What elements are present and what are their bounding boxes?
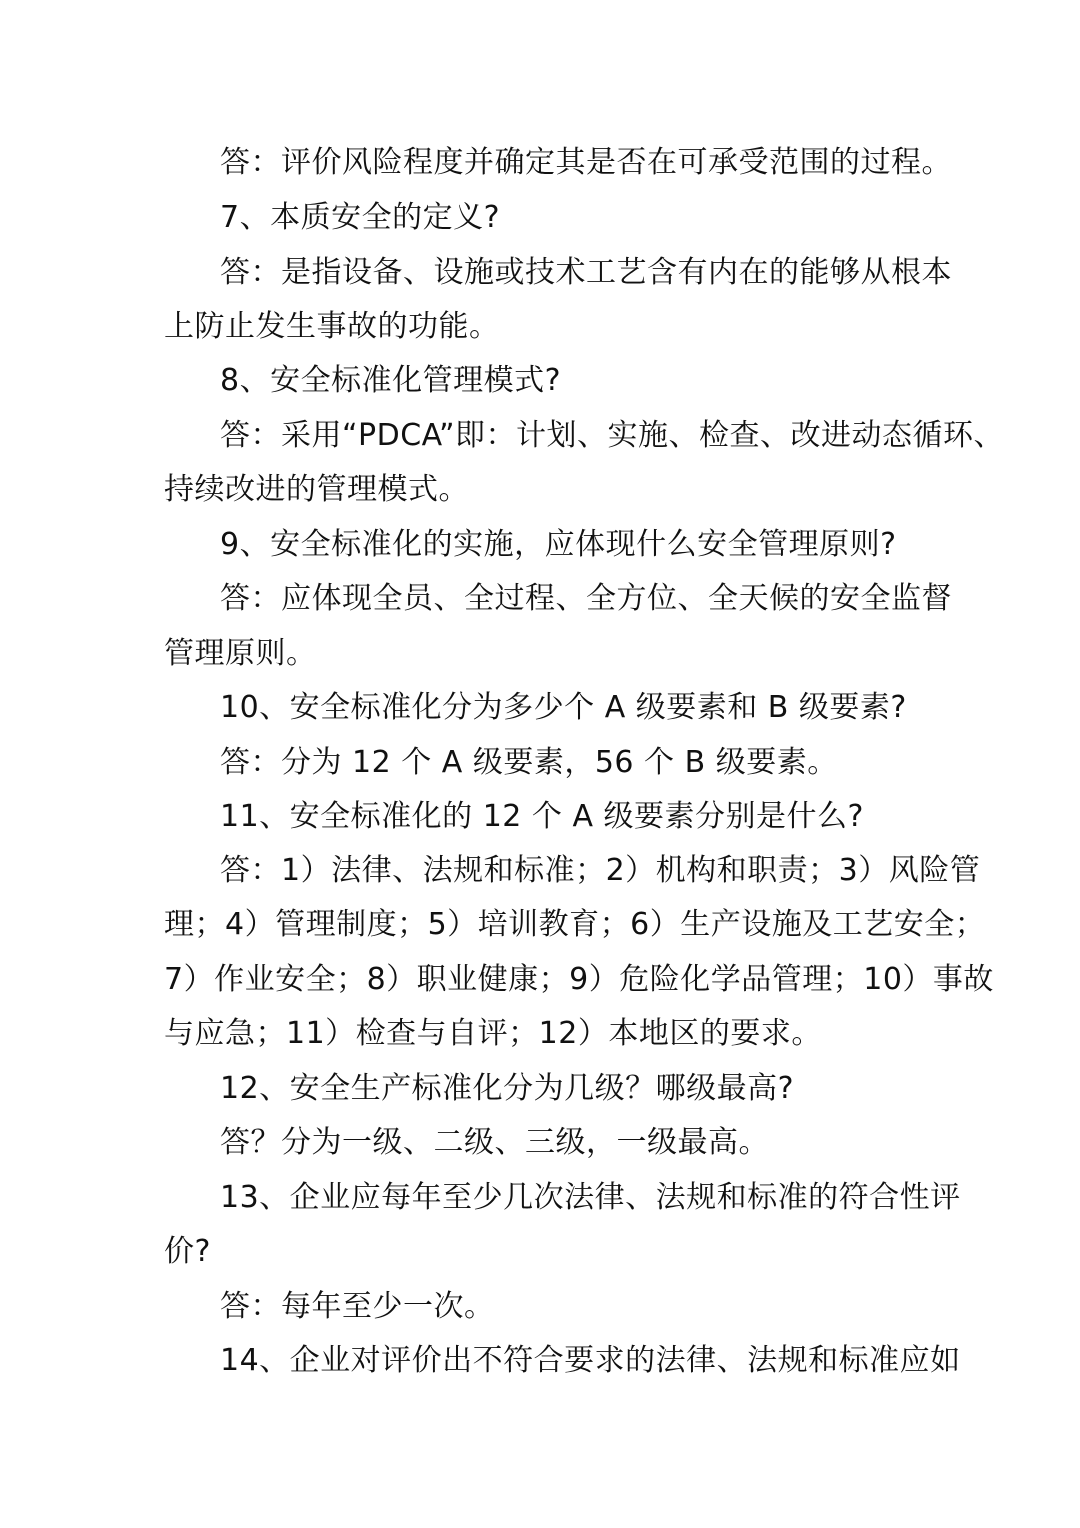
text-line: 答：评价风险程度并确定其是否在可承受范围的过程。	[220, 145, 952, 180]
question-heading: 7、本质安全的定义?	[220, 200, 501, 235]
text-line: 答？分为一级、二级、三级，一级最高。	[220, 1125, 769, 1160]
text-line: 与应急；11）检查与自评；12）本地区的要求。	[164, 1016, 822, 1051]
question-heading: 13、企业应每年至少几次法律、法规和标准的符合性评	[220, 1180, 961, 1215]
question-heading: 9、安全标准化的实施，应体现什么安全管理原则?	[220, 527, 897, 562]
question-heading: 10、安全标准化分为多少个 A 级要素和 B 级要素?	[220, 690, 907, 725]
text-line: 答：每年至少一次。	[220, 1289, 495, 1324]
text-line: 理；4）管理制度；5）培训教育；6）生产设施及工艺安全；	[164, 907, 986, 942]
text-line: 答：应体现全员、全过程、全方位、全天候的安全监督	[220, 581, 952, 616]
text-line: 上防止发生事故的功能。	[164, 309, 500, 344]
text-line: 答：分为 12 个 A 级要素，56 个 B 级要素。	[220, 745, 838, 780]
text-line: 管理原则。	[164, 636, 317, 671]
text-line: 持续改进的管理模式。	[164, 472, 469, 507]
text-line: 答：是指设备、设施或技术工艺含有内在的能够从根本	[220, 255, 952, 290]
question-heading: 11、安全标准化的 12 个 A 级要素分别是什么?	[220, 799, 864, 834]
question-heading: 8、安全标准化管理模式?	[220, 363, 562, 398]
text-line: 答：1）法律、法规和标准；2）机构和职责；3）风险管	[220, 853, 981, 888]
question-heading: 12、安全生产标准化分为几级？哪级最高?	[220, 1071, 795, 1106]
question-heading: 14、企业对评价出不符合要求的法律、法规和标准应如	[220, 1343, 961, 1378]
text-line: 7）作业安全；8）职业健康；9）危险化学品管理；10）事故	[164, 962, 994, 997]
text-line: 价?	[164, 1234, 211, 1269]
text-line: 答：采用“PDCA”即：计划、实施、检查、改进动态循环、	[220, 418, 1005, 453]
